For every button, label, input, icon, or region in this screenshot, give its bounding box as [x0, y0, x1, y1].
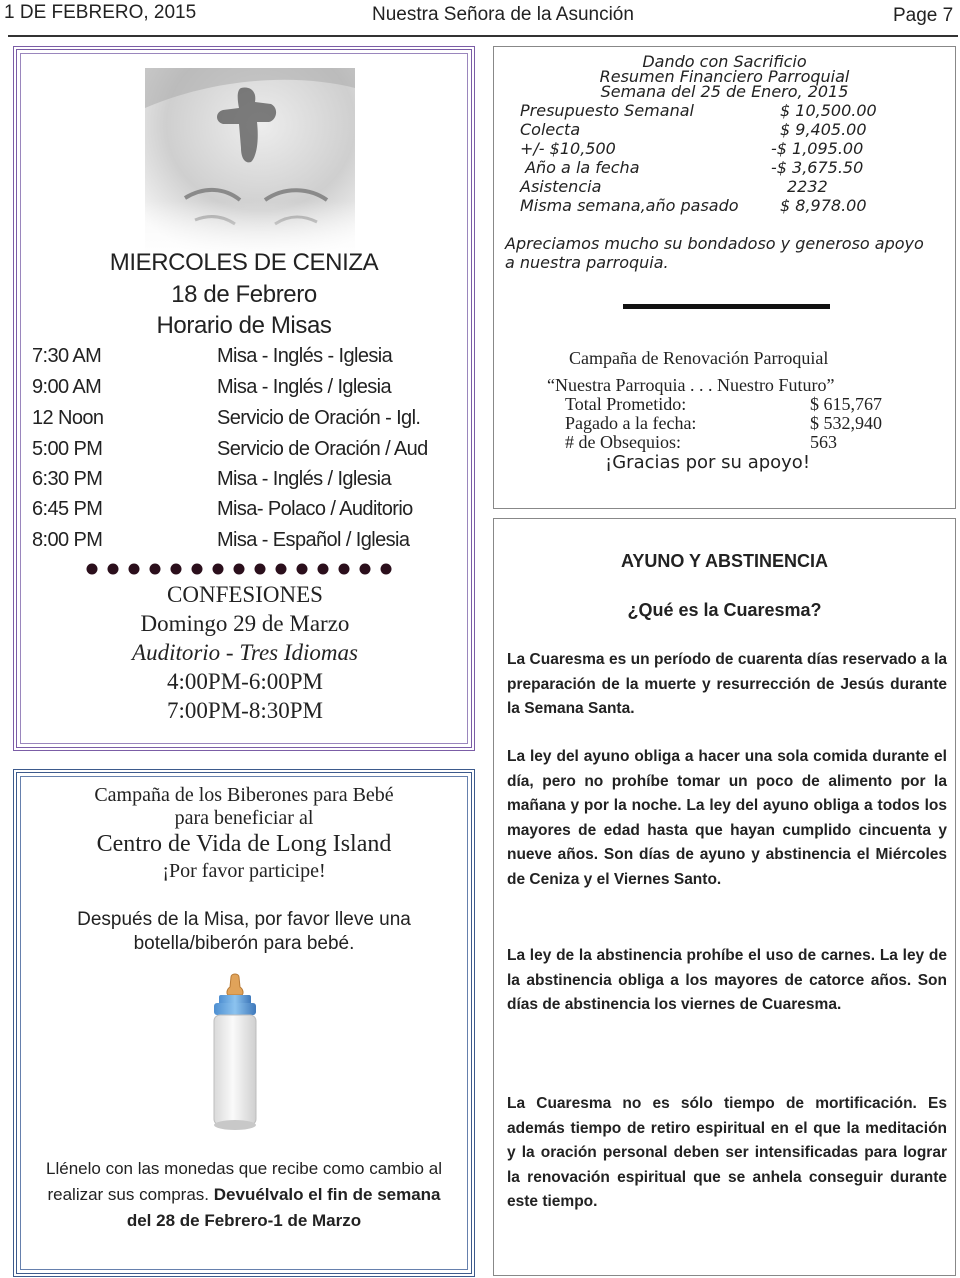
bottle-return-instructions — [20, 1182, 468, 1208]
schedule-desc: Misa - Inglés / Iglesia — [217, 376, 392, 398]
bottle-fill-instructions: Llénelo con las monedas que recibe como cambio al — [46, 1159, 442, 1178]
campaign-value: $ 615,767 — [810, 394, 882, 414]
campaign-thanks: ¡Gracias por su apoyo! — [605, 452, 811, 473]
campaign-slogan: “Nuestra Parroquia . . . Nuestro Futuro” — [547, 375, 835, 395]
confessions-title: CONFESIONES — [167, 582, 323, 607]
ash-cross-forehead-photo — [145, 68, 355, 258]
campaign-label: Total Prometido: — [565, 394, 687, 414]
ash-schedule-heading: Horario de Misas — [156, 312, 332, 339]
finance-value: -$ 1,095.00 — [771, 139, 864, 158]
finance-label: Misma semana,año pasado — [520, 196, 739, 215]
campaign-value: $ 532,940 — [810, 413, 882, 433]
finance-label: Colecta — [520, 120, 581, 139]
ash-title: MIERCOLES DE CENIZA — [109, 249, 379, 276]
finance-value: $ 10,500.00 — [780, 101, 877, 120]
confessions-date: Domingo 29 de Marzo — [140, 611, 350, 636]
finance-heading-3: Semana del 25 de Enero, 2015 — [600, 82, 849, 101]
schedule-time: 6:30 PM — [32, 468, 103, 490]
schedule-desc: Misa - Inglés / Iglesia — [217, 468, 392, 490]
fast-abstinence-title: AYUNO Y ABSTINENCIA — [620, 551, 829, 571]
schedule-desc: Misa - Español / Iglesia — [217, 529, 410, 551]
bottle-campaign-title: Campaña de los Biberones para Bebé — [94, 784, 394, 806]
finance-value: $ 8,978.00 — [780, 196, 867, 215]
bottle-instructions-2: botella/biberón para bebé. — [133, 933, 355, 954]
finance-label: Asistencia — [520, 177, 602, 196]
lent-definition-paragraph: La Cuaresma es un período de cuarenta días reservado a la preparación de la muerte y resurrección de Jesús durante la Semana Santa. — [507, 651, 947, 717]
ash-date: 18 de Febrero — [171, 281, 317, 308]
lent-reflection-paragraph: La Cuaresma no es sólo tiempo de mortificación. Es además tiempo de retiro espiritual en el que la meditación y la oración personal deben ser intensificadas para lograr la renovación espiritual que se anhela conseguir durante este tiempo. — [507, 1095, 947, 1210]
finance-heading-1: Dando con Sacrificio — [642, 52, 807, 71]
finance-heading-2: Resumen Financiero Parroquial — [599, 67, 850, 86]
bottle-call-to-action: ¡Por favor participe! — [162, 860, 326, 882]
campaign-title: Campaña de Renovación Parroquial — [569, 348, 829, 368]
campaign-label: # de Obsequios: — [565, 432, 681, 452]
schedule-time: 8:00 PM — [32, 529, 103, 551]
finance-label: Año a la fecha — [520, 158, 640, 177]
dotted-divider — [86, 562, 396, 576]
bottle-return-deadline: Devuélvalo el fin de semana — [209, 1185, 441, 1204]
parish-name: Nuestra Señora de la Asunción — [372, 4, 634, 25]
bottle-return-dates: del 28 de Febrero-1 de Marzo — [126, 1211, 362, 1230]
section-divider-bar — [623, 304, 830, 309]
schedule-desc: Misa- Polaco / Auditorio — [217, 498, 413, 520]
fasting-law-paragraph: La ley del ayuno obliga a hacer una sola comida durante el día, pero no prohíbe tomar un poco de alimento por la mañana y por la noche. La ley del ayuno obliga a todos los mayores de edad hasta que hayan cumplido cincuenta y nueve años. Son días de ayuno y abstinencia el Miércoles de Ceniza y el Viernes Santo. — [507, 748, 947, 888]
schedule-desc: Servicio de Oración / Aud — [217, 438, 428, 460]
schedule-time: 6:45 PM — [32, 498, 103, 520]
abstinence-law-paragraph: La ley de la abstinencia prohíbe el uso de carnes. La ley de la abstinencia obliga a los mayores de catorce años. Son días de abstinencia los viernes de Cuaresma. — [507, 947, 947, 1013]
finance-value: 2232 — [787, 177, 828, 196]
bottle-beneficiary: Centro de Vida de Long Island — [96, 831, 392, 857]
bottle-return-text: realizar sus compras. — [47, 1185, 210, 1204]
confessions-time-1: 4:00PM-6:00PM — [167, 669, 323, 694]
header-divider — [8, 35, 958, 37]
page-number: Page 7 — [893, 5, 954, 26]
schedule-time: 7:30 AM — [32, 345, 102, 367]
bottle-campaign-subtitle: para beneficiar al — [174, 807, 314, 829]
baby-bottle-icon — [205, 973, 265, 1133]
confessions-place: Auditorio - Tres Idiomas — [132, 640, 358, 665]
lent-question: ¿Qué es la Cuaresma? — [627, 600, 822, 620]
finance-thanks-2: a nuestra parroquia. — [505, 253, 669, 272]
issue-date: 1 DE FEBRERO, 2015 — [4, 2, 197, 23]
finance-thanks-1: Apreciamos mucho su bondadoso y generoso apoyo — [505, 234, 924, 253]
schedule-desc: Misa - Inglés - Iglesia — [217, 345, 393, 367]
schedule-time: 5:00 PM — [32, 438, 103, 460]
campaign-label: Pagado a la fecha: — [565, 413, 697, 433]
finance-value: -$ 3,675.50 — [771, 158, 864, 177]
schedule-time: 9:00 AM — [32, 376, 102, 398]
schedule-desc: Servicio de Oración - Igl. — [217, 407, 421, 429]
campaign-value: 563 — [810, 432, 837, 452]
schedule-time: 12 Noon — [32, 407, 104, 429]
finance-label: Presupuesto Semanal — [520, 101, 694, 120]
confessions-time-2: 7:00PM-8:30PM — [167, 698, 323, 723]
finance-label: +/- $10,500 — [520, 139, 616, 158]
finance-value: $ 9,405.00 — [780, 120, 867, 139]
bottle-instructions-1: Después de la Misa, por favor lleve una — [77, 909, 411, 930]
